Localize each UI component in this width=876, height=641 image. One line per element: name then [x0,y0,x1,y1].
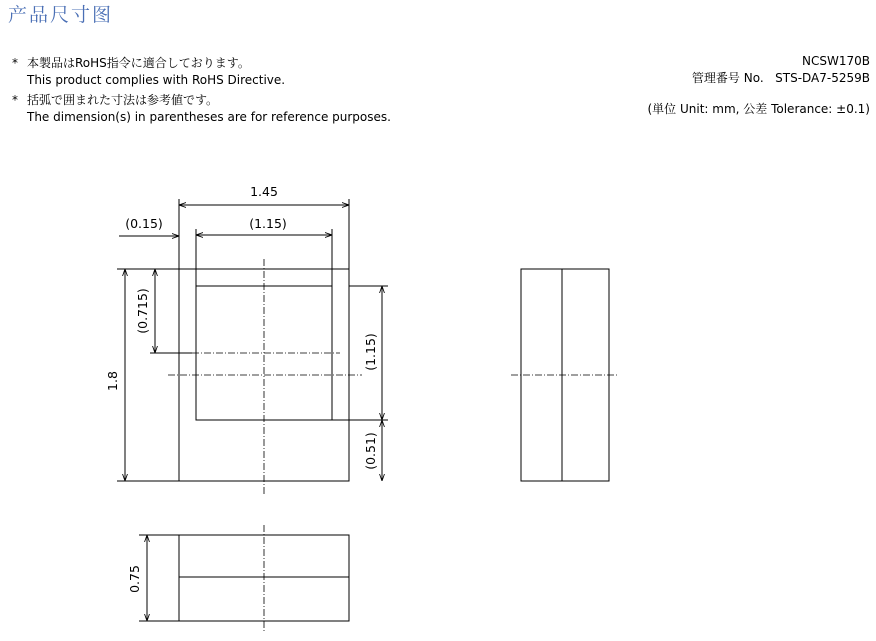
thickness-label: 0.75 [127,565,142,593]
reference-note-en: The dimension(s) in parentheses are for reference purposes. [27,110,391,124]
part-number: NCSW170B [802,54,870,68]
overall-width-label: 1.45 [250,184,278,199]
overall-height-label: 1.8 [105,371,120,391]
reference-note-ja: 括弧で囲まれた寸法は参考値です。 [27,93,219,107]
top-offset-label: (0.715) [135,288,150,334]
units-note: (単位 Unit: mm, 公差 Tolerance: ±0.1) [647,102,870,116]
rohs-note-ja: 本製品はRoHS指令に適合しております。 [27,56,250,70]
control-number: STS-DA7-5259B [775,71,870,85]
note-bullet: * [12,93,18,107]
rohs-note-en: This product complies with RoHS Directive. [27,73,286,87]
left-margin-label: (0.15) [125,216,163,231]
bottom-margin-label: (0.51) [363,432,378,470]
inner-height-label: (1.15) [363,333,378,371]
note-bullet: * [12,56,18,70]
control-label: 管理番号 No. [691,71,764,85]
page-title: 产品尺寸图 [8,4,114,26]
inner-width-label: (1.15) [249,216,287,231]
